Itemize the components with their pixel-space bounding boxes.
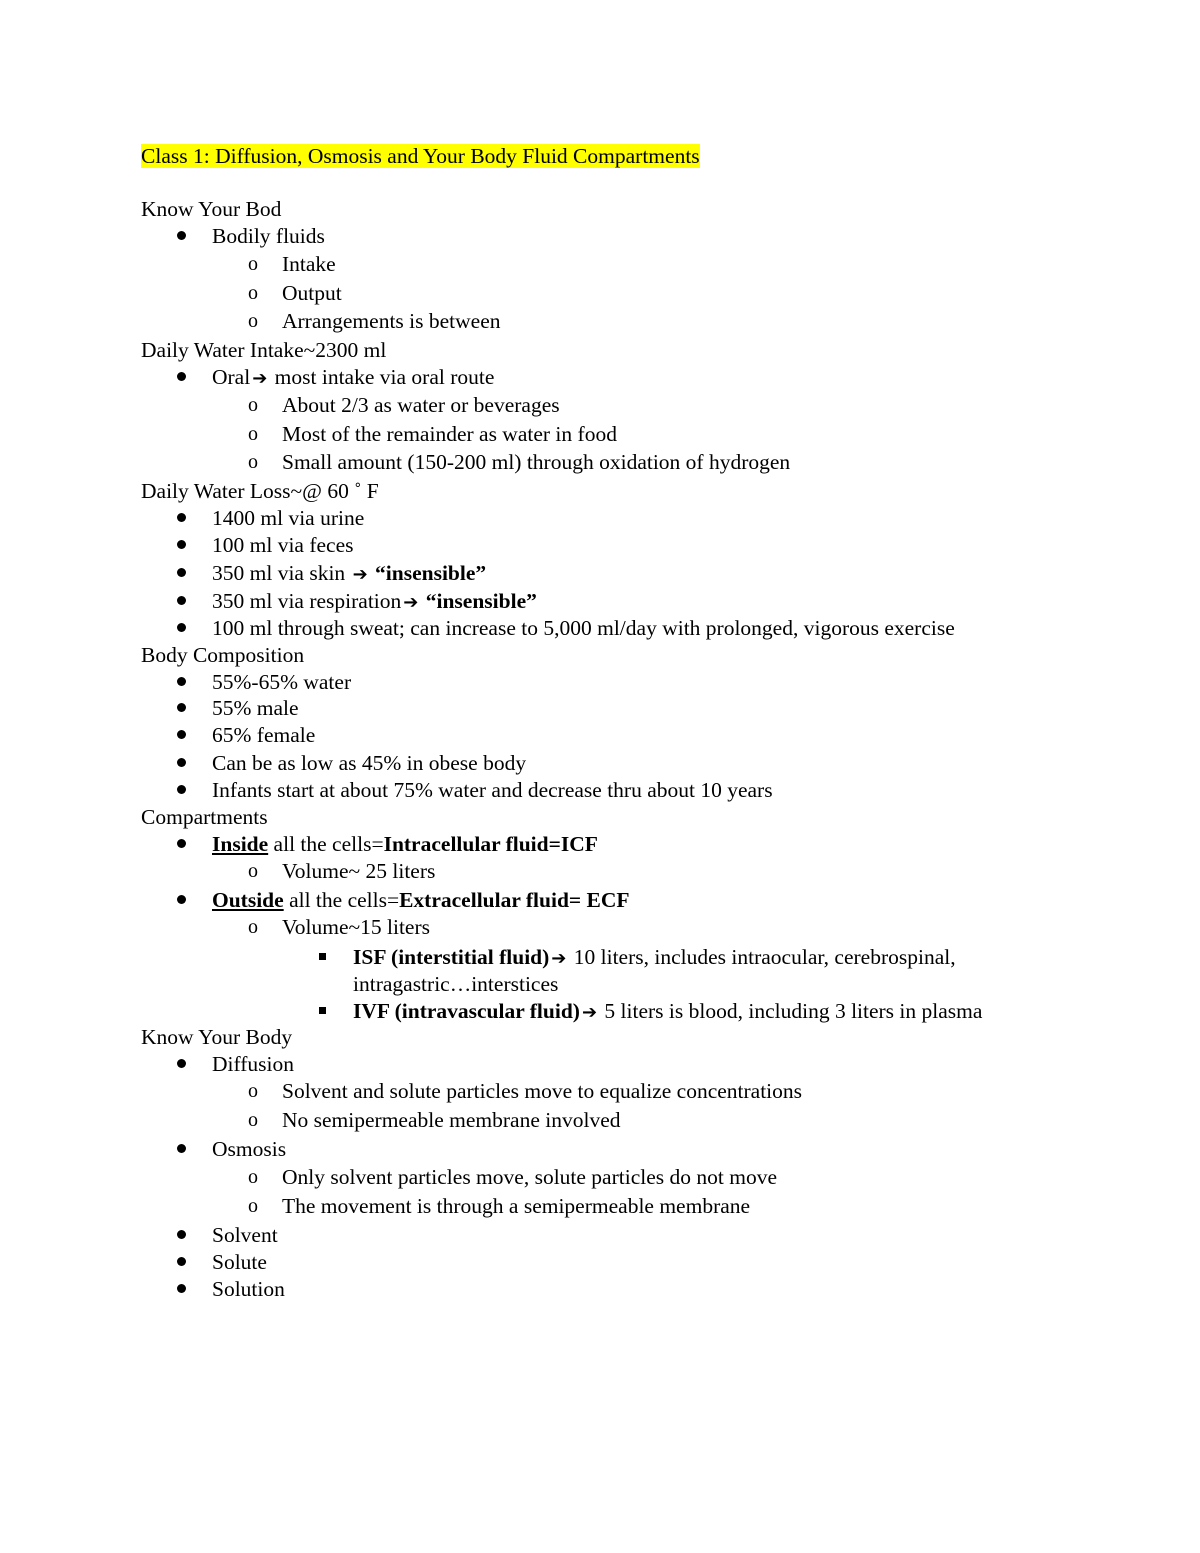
hollow-bullet-icon: o	[248, 1080, 258, 1102]
section-heading: Daily Water Intake~2300 ml	[141, 338, 387, 362]
bullet-icon	[177, 677, 186, 686]
sub-sub-list-item: ISF (interstitial fluid) ➔ 10 liters, includes intraocular, cerebrospinal,	[353, 944, 956, 972]
square-bullet-icon	[319, 953, 326, 960]
hollow-bullet-icon: o	[248, 423, 258, 445]
bullet-icon	[177, 231, 186, 240]
hollow-bullet-icon: o	[248, 860, 258, 882]
hollow-bullet-icon: o	[248, 282, 258, 304]
list-item: 55%-65% water	[212, 670, 352, 694]
sub-list-item: Output	[282, 281, 342, 305]
bullet-icon	[177, 839, 186, 848]
list-item: Inside all the cells=Intracellular fluid=ICF	[212, 832, 598, 856]
hollow-bullet-icon: o	[248, 253, 258, 275]
sub-sub-list-item-continuation: intragastric…interstices	[353, 972, 559, 996]
square-bullet-icon	[319, 1007, 326, 1014]
list-item: Can be as low as 45% in obese body	[212, 751, 527, 775]
section-heading: Know Your Bod	[141, 197, 282, 221]
list-item: Solution	[212, 1277, 285, 1301]
sub-list-item: Most of the remainder as water in food	[282, 422, 617, 446]
bullet-icon	[177, 513, 186, 522]
section-heading: Daily Water Loss~@ 60 ˚ F	[141, 479, 379, 503]
list-item: 65% female	[212, 723, 316, 747]
section-heading: Know Your Body	[141, 1025, 293, 1049]
bullet-icon	[177, 540, 186, 549]
section-heading: Body Composition	[141, 643, 305, 667]
hollow-bullet-icon: o	[248, 916, 258, 938]
list-item: 100 ml through sweat; can increase to 5,000 ml/day with prolonged, vigorous exercise	[212, 616, 955, 640]
right-arrow-icon: ➔	[352, 564, 368, 585]
list-item: Oral ➔ most intake via oral route	[212, 364, 494, 392]
hollow-bullet-icon: o	[248, 310, 258, 332]
bullet-icon	[177, 895, 186, 904]
hollow-bullet-icon: o	[248, 451, 258, 473]
sub-list-item: Only solvent particles move, solute particles do not move	[282, 1165, 777, 1189]
hollow-bullet-icon: o	[248, 1109, 258, 1131]
hollow-bullet-icon: o	[248, 394, 258, 416]
bullet-icon	[177, 1144, 186, 1153]
right-arrow-icon: ➔	[252, 368, 268, 389]
hollow-bullet-icon: o	[248, 1195, 258, 1217]
bullet-icon	[177, 1230, 186, 1239]
list-item: Outside all the cells=Extracellular fluid= ECF	[212, 888, 630, 912]
bullet-icon	[177, 785, 186, 794]
list-item: Solute	[212, 1250, 267, 1274]
list-item: Osmosis	[212, 1137, 287, 1161]
bullet-icon	[177, 623, 186, 632]
list-item: Diffusion	[212, 1052, 295, 1076]
bullet-icon	[177, 1059, 186, 1068]
sub-list-item: The movement is through a semipermeable membrane	[282, 1194, 751, 1218]
bullet-icon	[177, 758, 186, 767]
sub-list-item: Intake	[282, 252, 336, 276]
section-heading: Compartments	[141, 805, 268, 829]
list-item: 55% male	[212, 696, 299, 720]
sub-list-item: Solvent and solute particles move to equalize concentrations	[282, 1079, 803, 1103]
sub-list-item: Volume~ 25 liters	[282, 859, 436, 883]
right-arrow-icon: ➔	[551, 948, 567, 969]
bullet-icon	[177, 1284, 186, 1293]
bullet-icon	[177, 1257, 186, 1266]
sub-sub-list-item: IVF (intravascular fluid) ➔ 5 liters is blood, including 3 liters in plasma	[353, 998, 982, 1026]
list-item: Infants start at about 75% water and decrease thru about 10 years	[212, 778, 773, 802]
right-arrow-icon: ➔	[403, 592, 419, 613]
bullet-icon	[177, 596, 186, 605]
list-item: 100 ml via feces	[212, 533, 354, 557]
hollow-bullet-icon: o	[248, 1166, 258, 1188]
sub-list-item: Volume~15 liters	[282, 915, 430, 939]
list-item: 350 ml via respiration ➔ “insensible”	[212, 588, 537, 616]
bullet-icon	[177, 372, 186, 381]
sub-list-item: Small amount (150-200 ml) through oxidation of hydrogen	[282, 450, 791, 474]
right-arrow-icon: ➔	[581, 1002, 598, 1023]
document-title: Class 1: Diffusion, Osmosis and Your Body Fluid Compartments	[141, 144, 700, 168]
bullet-icon	[177, 568, 186, 577]
list-item: Solvent	[212, 1223, 278, 1247]
list-item: 1400 ml via urine	[212, 506, 365, 530]
list-item: 350 ml via skin ➔ “insensible”	[212, 560, 486, 588]
bullet-icon	[177, 730, 186, 739]
sub-list-item: No semipermeable membrane involved	[282, 1108, 621, 1132]
sub-list-item: About 2/3 as water or beverages	[282, 393, 560, 417]
sub-list-item: Arrangements is between	[282, 309, 501, 333]
bullet-icon	[177, 703, 186, 712]
list-item: Bodily fluids	[212, 224, 325, 248]
